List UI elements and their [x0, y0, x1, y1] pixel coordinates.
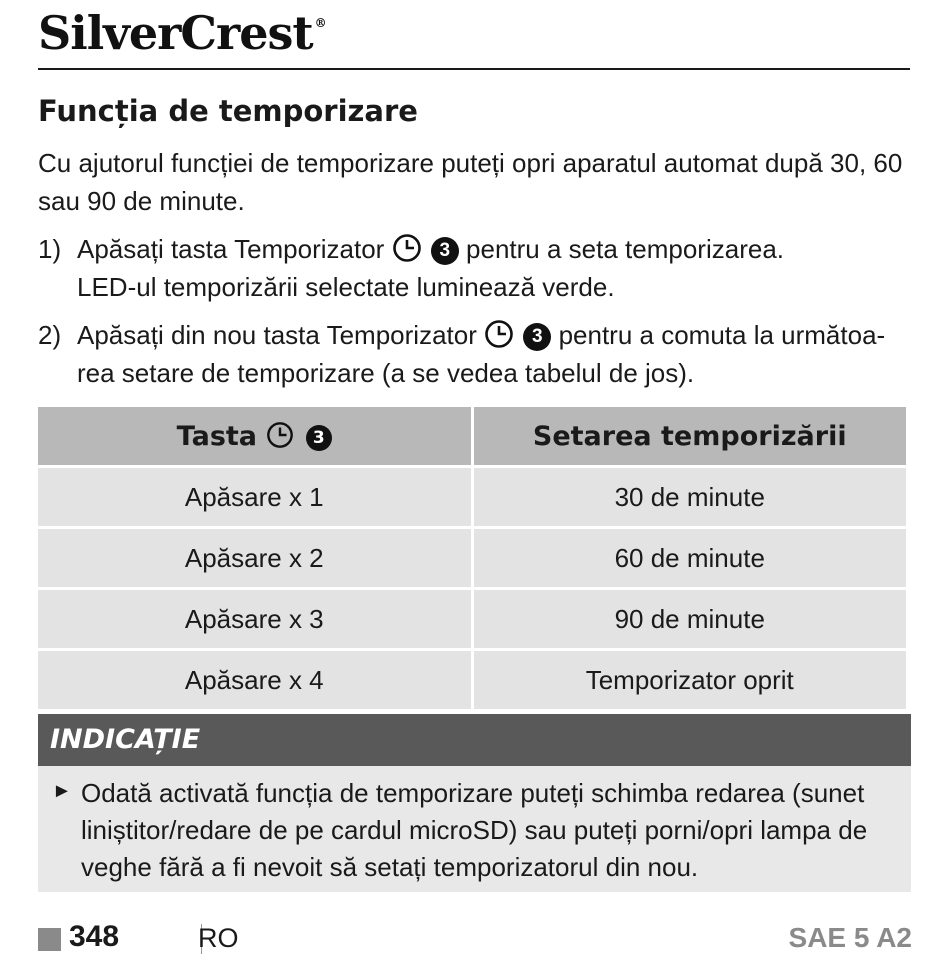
table-row	[38, 529, 906, 587]
cell-press: Apăsare x 4	[38, 651, 471, 709]
section-title: Funcția de temporizare	[38, 94, 418, 128]
cell-setting: 60 de minute	[474, 529, 907, 587]
clock-icon	[484, 319, 514, 349]
page-marker-square	[38, 928, 61, 951]
cell-setting: 90 de minute	[474, 590, 907, 648]
cell-setting: 30 de minute	[474, 468, 907, 526]
cell-setting: Temporizator oprit	[474, 651, 907, 709]
number-badge-icon: 3	[306, 425, 332, 451]
note-body	[38, 766, 911, 892]
table-header-row	[38, 407, 906, 465]
language-code: RO	[198, 923, 239, 953]
header-key	[38, 407, 471, 465]
triangle-right-icon: ►	[52, 780, 72, 802]
footer	[38, 920, 912, 956]
number-badge-icon: 3	[523, 323, 551, 351]
step-2	[38, 316, 918, 392]
step-1	[38, 230, 918, 306]
note-title: INDICAȚIE	[38, 714, 911, 766]
intro-paragraph: Cu ajutorul funcției de temporizare puteți opri aparatul automat după 30, 60 sau 90 de minute.	[38, 148, 903, 216]
step-text-line2: rea setare de temporizare (a se vedea tabelul de jos).	[77, 358, 695, 388]
model-number: SAE 5 A2	[788, 922, 912, 953]
header-setting: Setarea temporizării	[474, 407, 907, 465]
table-row	[38, 651, 906, 709]
number-badge-icon: 3	[431, 237, 459, 265]
step-text: pentru a comuta la următoa-	[558, 320, 886, 350]
step-text: Apăsați tasta Temporizator	[77, 234, 385, 264]
table-row	[38, 590, 906, 648]
registered-mark: ®	[314, 16, 326, 30]
brand-logo	[38, 6, 326, 60]
step-text: pentru a seta temporizarea.	[466, 234, 785, 264]
step-text: Apăsați din nou tasta Temporizator	[77, 320, 477, 350]
clock-icon	[392, 233, 422, 263]
note-text: Odată activată funcția de temporizare puteți schimba redarea (sunet liniștitor/redare de pe cardul microSD) sau puteți porni/opri lampa de veghe fără a fi nevoit să setați temporizatorul din nou.	[81, 778, 868, 882]
brand-name: SilverCrest	[38, 6, 313, 60]
table-row	[38, 468, 906, 526]
header-rule	[38, 68, 910, 70]
cell-press: Apăsare x 1	[38, 468, 471, 526]
clock-icon	[266, 421, 294, 449]
page-number: 348	[69, 920, 120, 953]
step-text-line2: LED-ul temporizării selectate luminează verde.	[77, 272, 615, 302]
header-key-label: Tasta	[176, 420, 258, 452]
step-number: 1)	[38, 234, 62, 264]
timer-table	[35, 404, 909, 712]
cell-press: Apăsare x 2	[38, 529, 471, 587]
step-number: 2)	[38, 320, 62, 350]
cell-press: Apăsare x 3	[38, 590, 471, 648]
